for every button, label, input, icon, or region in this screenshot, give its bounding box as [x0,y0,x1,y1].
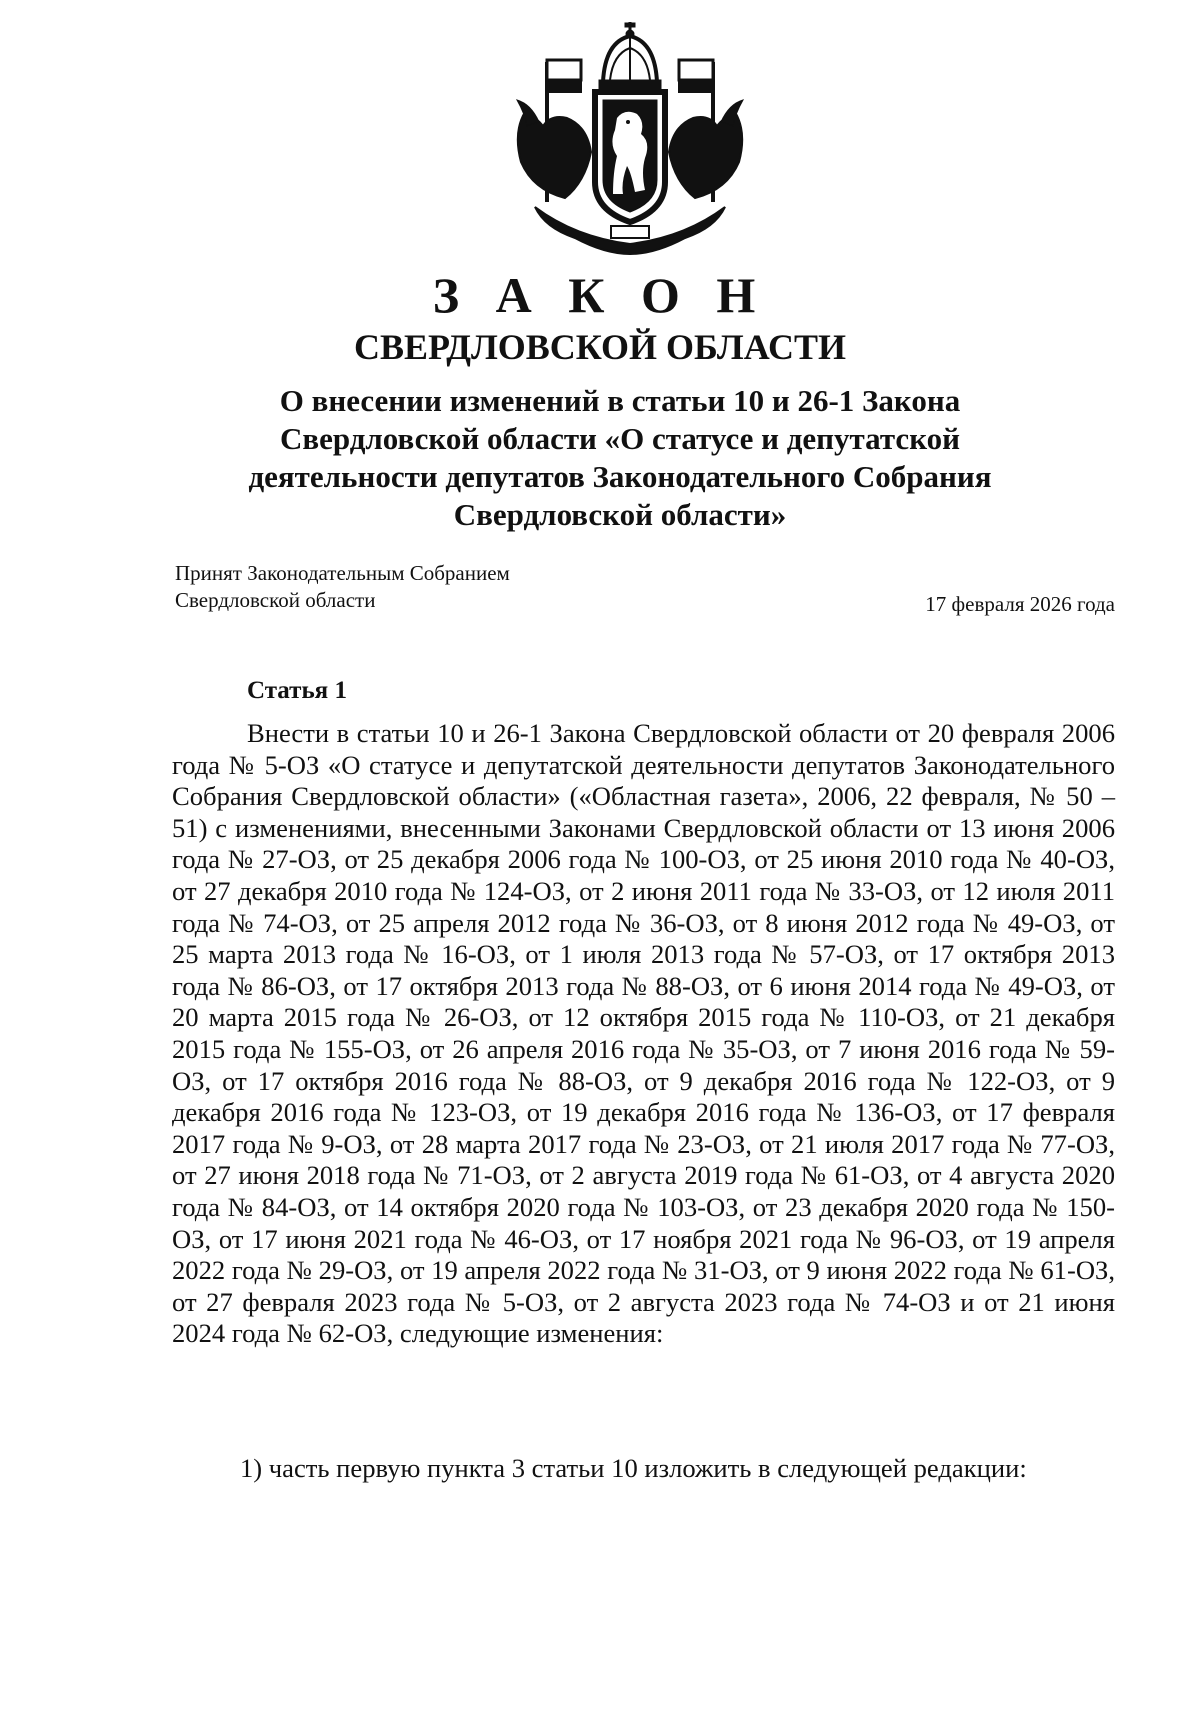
law-subject [240,382,1000,534]
subject-line: деятельности депутатов Законодательного Собрания [248,459,992,494]
adoption-line: Принят Законодательным Собранием [175,561,510,585]
adoption-line: Свердловской области [175,588,376,612]
coat-of-arms-icon [495,22,765,262]
adoption-date: 17 февраля 2026 года [925,592,1115,616]
subject-line: Свердловской области «О статусе и депутатской [279,421,961,456]
subject-line: О внесении изменений в статьи 10 и 26-1 Закона [279,383,961,418]
list-item: 1) часть первую пункта 3 статьи 10 изложить в следующей редакции: [240,1453,1027,1483]
adoption-note [175,560,510,614]
document-title: З А К О Н [432,267,768,323]
region-title: СВЕРДЛОВСКОЙ ОБЛАСТИ [354,327,846,367]
subject-line: Свердловской области» [453,497,787,532]
article-paragraph: Внести в статьи 10 и 26-1 Закона Свердловской области от 20 февраля 2006 года № 5-ОЗ «О статусе и депутатской деятельности депутатов Законодательного Собрания Свердловской области» («Областная газета», 2006, 22 февраля, № 50 – 51) с изменениями, внесенными Законами Свердловской области от 13 июня 2006 года № 27-ОЗ, от 25 декабря 2006 года № 100-ОЗ, от 25 июня 2010 года № 40-ОЗ, от 27 декабря 2010 года № 124-ОЗ, от 2 июня 2011 года № 33-ОЗ, от 12 июля 2011 года № 74-ОЗ, от 25 апреля 2012 года № 36-ОЗ, от 8 июня 2012 года № 49-ОЗ, от 25 марта 2013 года № 16-ОЗ, от 1 июля 2013 года № 57-ОЗ, от 17 октября 2013 года № 86-ОЗ, от 17 октября 2013 года № 88-ОЗ, от 6 июня 2014 года № 49-ОЗ, от 20 марта 2015 года № 26-ОЗ, от 12 октября 2015 года № 110-ОЗ, от 21 декабря 2015 года № 155-ОЗ, от 26 апреля 2016 года № 35-ОЗ, от 7 июня 2016 года № 59-ОЗ, от 17 октября 2016 года № 88-ОЗ, от 9 декабря 2016 года № 122-ОЗ, от 9 декабря 2016 года № 123-ОЗ, от 19 декабря 2016 года № 136-ОЗ, от 17 февраля 2017 года № 9-ОЗ, от 28 марта 2017 года № 23-ОЗ, от 21 июля 2017 года № 77-ОЗ, от 27 июня 2018 года № 71-ОЗ, от 2 августа 2019 года № 61-ОЗ, от 4 августа 2020 года № 84-ОЗ, от 14 октября 2020 года № 103-ОЗ, от 23 декабря 2020 года № 150-ОЗ, от 17 июня 2021 года № 46-ОЗ, от 17 ноября 2021 года № 96-ОЗ, от 19 апреля 2022 года № 29-ОЗ, от 19 апреля 2022 года № 31-ОЗ, от 9 июня 2022 года № 61-ОЗ, от 27 февраля 2023 года № 5-ОЗ, от 2 августа 2023 года № 74-ОЗ и от 21 июня 2024 года № 62-ОЗ, следующие изменения: [172,718,1115,1349]
article-heading: Статья 1 [247,677,347,704]
